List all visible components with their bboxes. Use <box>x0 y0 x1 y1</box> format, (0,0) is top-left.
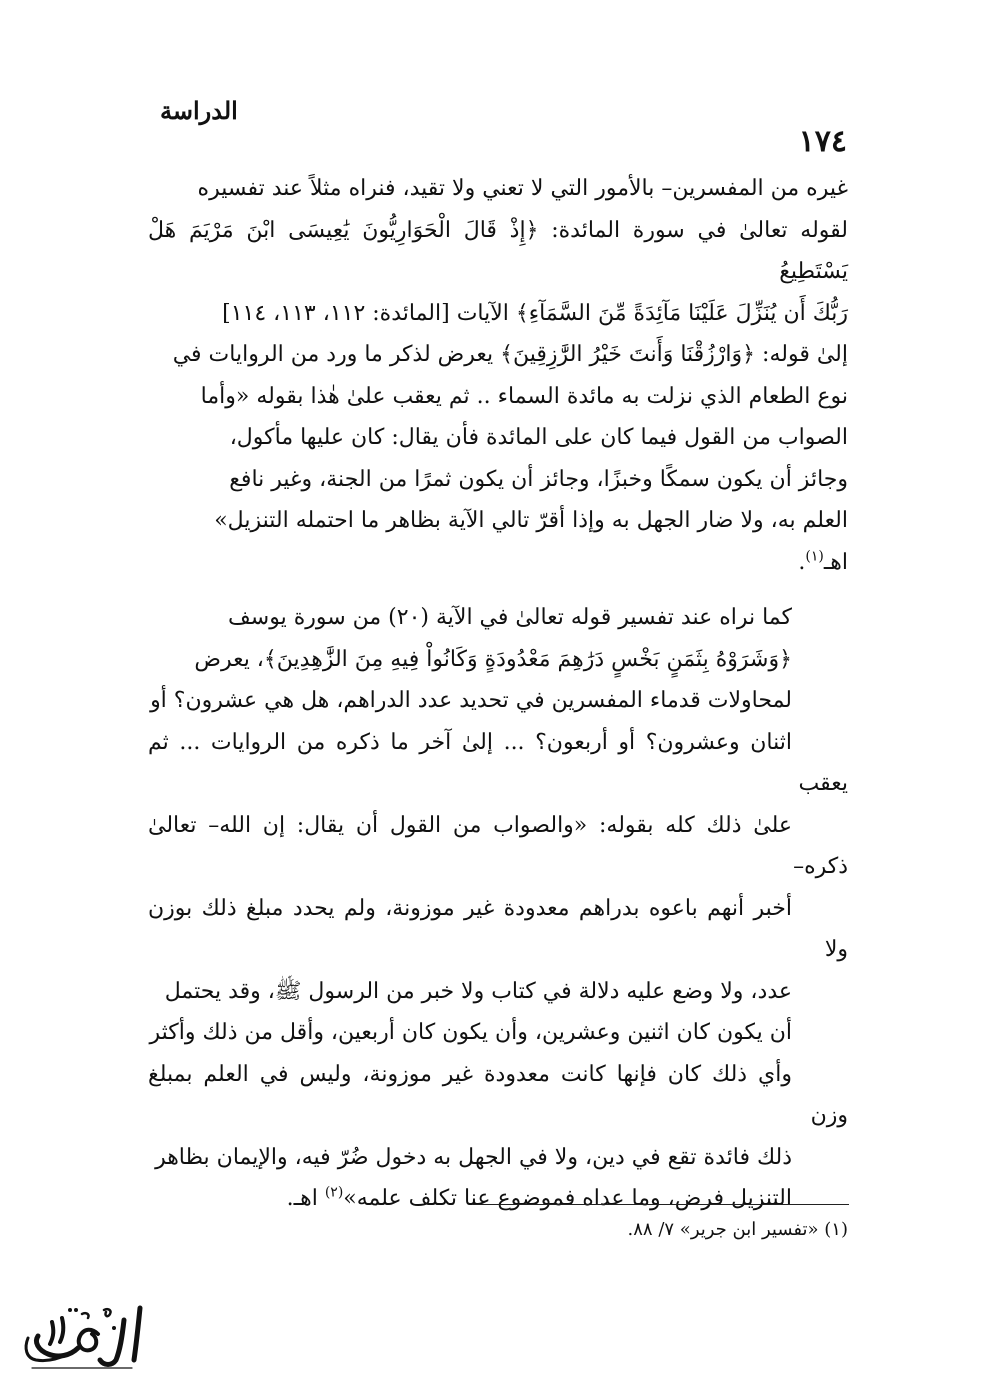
text-line: لقوله تعالىٰ في سورة المائدة: ﴿إِذْ قَالَ الْحَوَارِيُّونَ يَٰعِيسَى ابْنَ مَرْيَمَ هَلْ يَسْتَطِيعُ <box>148 217 848 284</box>
text-line: لمحاولات قدماء المفسرين في تحديد عدد الدراهم، هل هي عشرون؟ أو <box>150 688 792 713</box>
text-line: أن يكون كان اثنين وعشرين، وأن يكون كان أربعين، وأقل من ذلك وأكثر <box>149 1020 792 1045</box>
text-line: عدد، ولا وضع عليه دلالة في كتاب ولا خبر من الرسول ﷺ، وقد يحتمل <box>164 978 792 1004</box>
text-line: وأي ذلك كان فإنها كانت معدودة غير موزونة، وليس في العلم بمبلغ وزن <box>148 1061 848 1128</box>
paragraph-2 <box>148 597 848 1220</box>
library-calligraphy-logo-icon <box>12 1298 152 1374</box>
text-line: العلم به، ولا ضار الجهل به وإذا أقرّ تالي الآية بظاهر ما احتمله التنزيل» <box>214 508 848 533</box>
text-line: اثنان وعشرون؟ أو أربعون؟ ... إلىٰ آخر ما ذكره من الروايات ... ثم يعقب <box>148 729 848 796</box>
text-line: رَبُّكَ أَن يُنَزِّلَ عَلَيْنَا مَآئِدَةً مِّنَ السَّمَآءِ﴾ الآيات [المائدة: ١١٢، ١١٣، ١١٤] <box>222 300 848 326</box>
text-line: إلىٰ قوله: ﴿وَارْزُقْنَا وَأَنتَ خَيْرُ الرَّٰزِقِينَ﴾ يعرض لذكر ما ورد من الروايات في <box>172 342 848 367</box>
text-line: كما نراه عند تفسير قوله تعالىٰ في الآية (٢٠) من سورة يوسف <box>228 605 792 630</box>
text-line: علىٰ ذلك كله بقوله: «والصواب من القول أن يقال: إن الله– تعالىٰ ذكره– <box>148 812 848 879</box>
text-line: أخبر أنهم باعوه بدراهم معدودة غير موزونة، ولم يحدد مبلغ ذلك بوزن ولا <box>148 895 848 962</box>
line-end: اهـ. <box>286 1186 325 1211</box>
footnote-text: «تفسير ابن جرير» ٧/ ٨٨. <box>627 1219 819 1240</box>
text-line: غيره من المفسرين– بالأمور التي لا تعني ولا تقيد، فنراه مثلاً عند تفسيره <box>197 176 848 201</box>
text-line-last <box>148 542 848 584</box>
text-line-last <box>148 1178 848 1220</box>
running-title: الدراسة <box>160 96 238 125</box>
footnote-number: (١) <box>824 1219 848 1240</box>
page-number: ١٧٤ <box>798 124 847 159</box>
text-line: ﴿وَشَرَوْهُ بِثَمَنٍ بَخْسٍ دَرَٰهِمَ مَعْدُودَةٍ وَكَانُواْ فِيهِ مِنَ الزَّٰهِدِينَ﴾، يعرض <box>194 646 792 672</box>
footnote-reference[interactable]: (٢) <box>324 1184 344 1201</box>
text-line: الصواب من القول فيما كان على المائدة فأن يقال: كان عليها مأكول، <box>229 425 848 450</box>
text-line: نوع الطعام الذي نزلت به مائدة السماء .. ثم يعقب علىٰ هٰذا بقوله «وأما <box>200 383 848 409</box>
footnote <box>148 1216 848 1244</box>
closing-text: التنزيل فرض، وما عداه فموضوع عنا تكلف علمه» <box>343 1186 792 1211</box>
abbreviation: اهـ <box>823 549 848 575</box>
paragraph-1 <box>148 168 848 583</box>
footnote-divider <box>473 1204 849 1205</box>
text-line: ذلك فائدة تقع في دين، ولا في الجهل به دخول ضُرّ فيه، والإيمان بظاهر <box>155 1144 792 1170</box>
text-line: وجائز أن يكون سمكًا وخبزًا، وجائز أن يكون ثمرًا من الجنة، وغير نافع <box>229 466 848 492</box>
footnote-reference[interactable]: (١) <box>805 548 824 565</box>
page-body <box>148 168 848 1220</box>
line-end: . <box>798 549 806 575</box>
